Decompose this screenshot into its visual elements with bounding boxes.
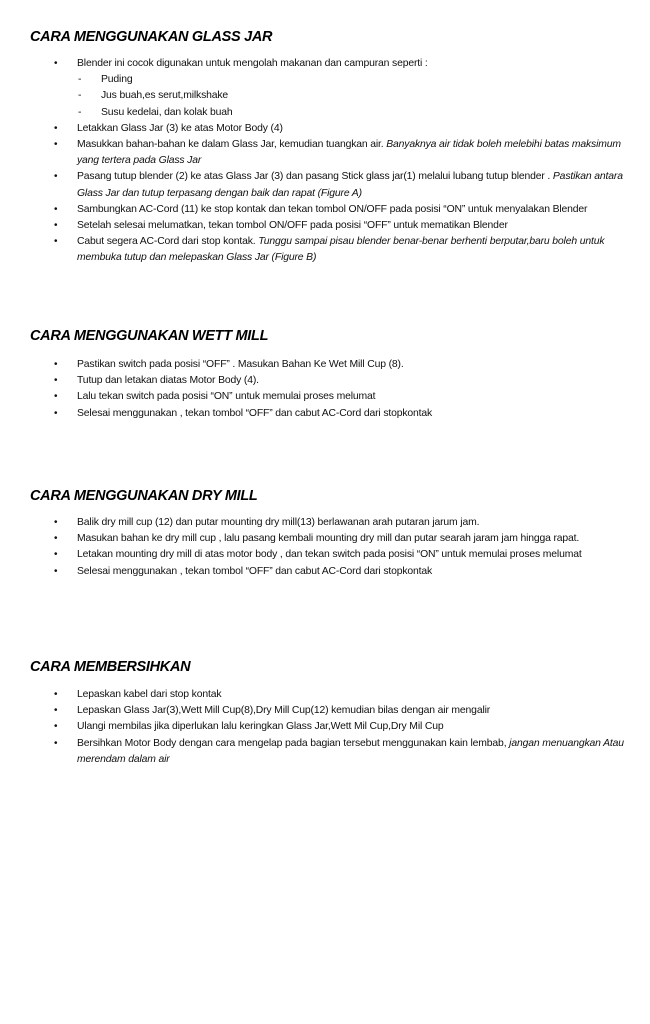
list-item: • Setelah selesai melumatkan, tekan tombol ON/OFF pada posisi “OFF” untuk mematikan Blender <box>30 218 630 234</box>
section-title: CARA MENGGUNAKAN WETT MILL <box>30 328 269 344</box>
dash-icon: - <box>78 90 82 102</box>
list-item: • Balik dry mill cup (12) dan putar mounting dry mill(13) berlawanan arah putaran jarum jam. <box>30 515 630 531</box>
bullet-icon: • <box>54 689 58 700</box>
bullet-icon: • <box>54 517 58 528</box>
bullet-icon: • <box>54 721 58 733</box>
bullet-icon: • <box>54 549 58 561</box>
bullet-icon: • <box>54 203 58 215</box>
list-item: • Masukkan bahan-bahan ke dalam Glass Jar, kemudian tuangkan air. Banyaknya air tidak boleh melebihi batas maksimum yang tertera pada Glass Jar <box>54 139 621 167</box>
instruction-list <box>30 687 630 768</box>
bullet-icon: • <box>54 139 58 151</box>
list-item: • Bersihkan Motor Body dengan cara mengelap pada bagian tersebut menggunakan kain lembab, jangan menuangkan Atau merendam dalam air <box>54 737 624 765</box>
section-dry-mill <box>30 486 630 580</box>
dash-icon: - <box>78 74 82 86</box>
bullet-icon: • <box>54 58 58 69</box>
list-item: • Blender ini cocok digunakan untuk mengolah makanan dan campuran seperti : - Puding - Jus buah,es serut,milkshake - Susu kedelai, dan kolak buah <box>30 56 630 121</box>
section-glass-jar <box>30 27 630 267</box>
bullet-icon: • <box>54 533 58 545</box>
instruction-list <box>30 357 630 422</box>
list-item: • Masukan bahan ke dry mill cup , lalu pasang kembali mounting dry mill dan putar searah jaram jam hingga rapat. <box>30 531 630 547</box>
list-item: • Selesai menggunakan , tekan tombol “OFF” dan cabut AC-Cord dari stopkontak <box>30 406 630 422</box>
list-item: • Lepaskan kabel dari stop kontak <box>30 687 630 703</box>
list-item: • Ulangi membilas jika diperlukan lalu keringkan Glass Jar,Wett Mil Cup,Dry Mil Cup <box>30 719 630 735</box>
bullet-icon: • <box>54 391 58 403</box>
sub-list-item: - Jus buah,es serut,milkshake <box>77 88 630 104</box>
list-item: • Lalu tekan switch pada posisi “ON” untuk memulai proses melumat <box>30 389 630 405</box>
list-item: • Tutup dan letakan diatas Motor Body (4). <box>30 373 630 389</box>
bullet-icon: • <box>54 171 58 183</box>
bullet-icon: • <box>54 220 58 232</box>
instruction-list <box>30 56 630 267</box>
bullet-icon: • <box>54 122 58 134</box>
section-wett-mill <box>30 326 630 422</box>
list-item: • Letakkan Glass Jar (3) ke atas Motor Body (4) <box>30 121 630 137</box>
list-item: • Sambungkan AC-Cord (11) ke stop kontak dan tekan tombol ON/OFF pada posisi “ON” untuk menyalakan Blender <box>30 202 630 218</box>
section-title: CARA MENGGUNAKAN GLASS JAR <box>30 29 273 45</box>
bullet-icon: • <box>54 359 58 370</box>
list-item: • Letakan mounting dry mill di atas motor body , dan tekan switch pada posisi “ON” untuk memulai proses melumat <box>30 547 630 563</box>
bullet-icon: • <box>54 705 58 717</box>
sub-list-item: - Susu kedelai, dan kolak buah <box>77 105 630 121</box>
sub-list-item: - Puding <box>77 72 630 88</box>
section-title: CARA MEMBERSIHKAN <box>30 659 191 675</box>
bullet-icon: • <box>54 565 58 577</box>
list-item: • Pastikan switch pada posisi “OFF” . Masukan Bahan Ke Wet Mill Cup (8). <box>30 357 630 373</box>
section-title: CARA MENGGUNAKAN DRY MILL <box>30 488 258 504</box>
bullet-icon: • <box>54 737 58 749</box>
sub-list <box>77 72 630 121</box>
list-item: • Cabut segera AC-Cord dari stop kontak. Tunggu sampai pisau blender benar-benar berhenti berputar,baru boleh untuk membuka tutup dan melepaskan Glass Jar (Figure B) <box>54 236 605 264</box>
list-item: • Pasang tutup blender (2) ke atas Glass Jar (3) dan pasang Stick glass jar(1) melalui lubang tutup blender . Pastikan antara Glass Jar dan tutup terpasang dengan baik dan rapat (Figure A) <box>54 171 623 199</box>
list-item: • Lepaskan Glass Jar(3),Wett Mill Cup(8),Dry Mill Cup(12) kemudian bilas dengan air mengalir <box>30 703 630 719</box>
instruction-list <box>30 515 630 580</box>
dash-icon: - <box>78 106 82 118</box>
bullet-icon: • <box>54 236 58 248</box>
list-item: • Selesai menggunakan , tekan tombol “OFF” dan cabut AC-Cord dari stopkontak <box>30 564 630 580</box>
section-cleaning <box>30 657 630 768</box>
bullet-icon: • <box>54 375 58 387</box>
bullet-icon: • <box>54 407 58 419</box>
